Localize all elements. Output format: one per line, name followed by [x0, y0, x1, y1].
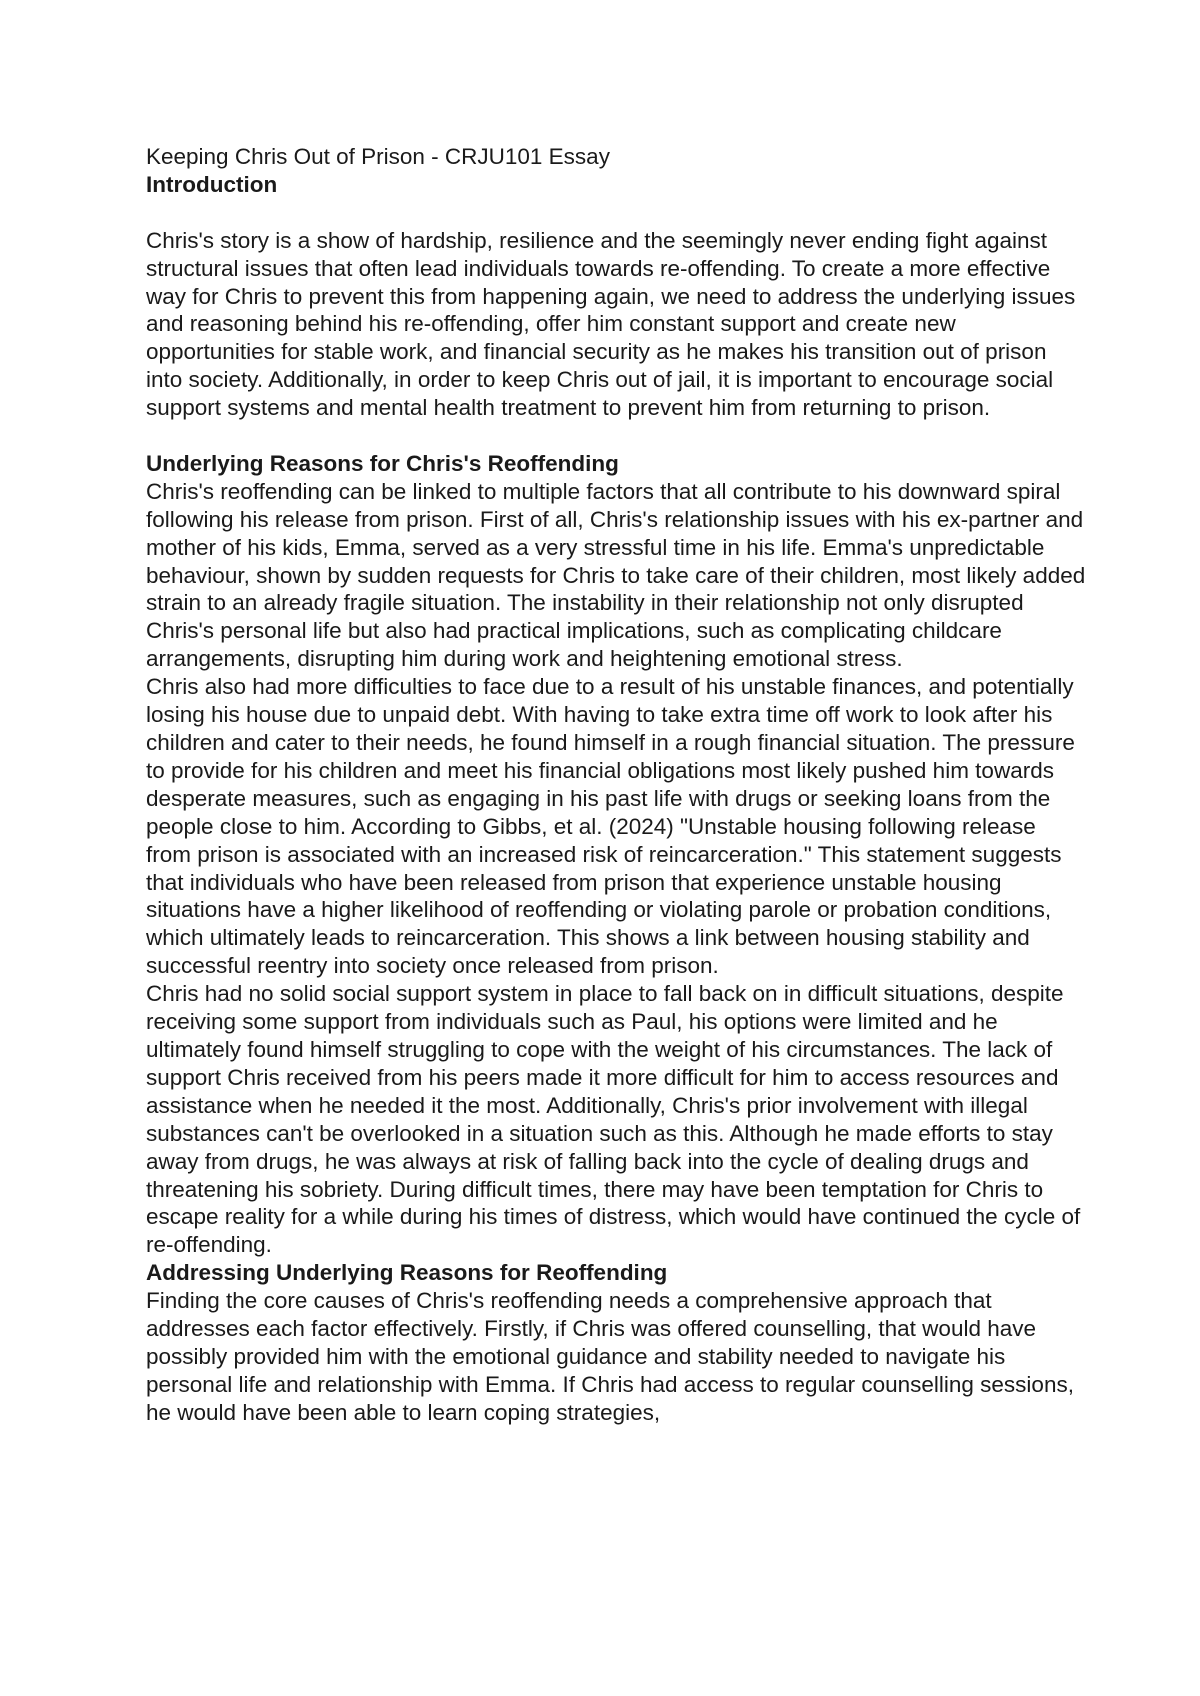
introduction-paragraph: Chris's story is a show of hardship, resilience and the seemingly never ending fight against structural issues that often lead individuals towards re-offending. To create a more effective way for Chris to prevent this from happening again, we need to address the underlying issues and reasoning behind his re-offending, offer him constant support and create new opportunities for stable work, and financial security as he makes his transition out of prison into society. Additionally, in order to keep Chris out of jail, it is important to encourage social support systems and mental health treatment to prevent him from returning to prison. [146, 227, 1076, 421]
section-heading-addressing-reasons: Addressing Underlying Reasons for Reoffending [146, 1260, 668, 1286]
underlying-reasons-paragraph-1: Chris's reoffending can be linked to multiple factors that all contribute to his downward spiral following his release from prison. First of all, Chris's relationship issues with his ex-partner and mother of his kids, Emma, served as a very stressful time in his life. Emma's unpredictable behaviour, shown by sudden requests for Chris to take care of their children, most likely added strain to an already fragile situation. The instability in their relationship not only disrupted Chris's personal life but also had practical implications, such as complicating childcare arrangements, disrupting him during work and heightening emotional stress. [146, 478, 1086, 672]
section-heading-underlying-reasons: Underlying Reasons for Chris's Reoffending [146, 450, 619, 476]
addressing-reasons-paragraph-1: Finding the core causes of Chris's reoffending needs a comprehensive approach that addresses each factor effectively. Firstly, if Chris was offered counselling, that would have possibly provided him with the emotional guidance and stability needed to navigate his personal life and relationship with Emma. If Chris had access to regular counselling sessions, he would have been able to learn coping strategies, [146, 1288, 1074, 1425]
essay-page [146, 143, 1086, 1427]
document-title: Keeping Chris Out of Prison - CRJU101 Essay [146, 144, 610, 169]
blank-line [146, 422, 1086, 450]
underlying-reasons-paragraph-2: Chris also had more difficulties to face due to a result of his unstable finances, and potentially losing his house due to unpaid debt. With having to take extra time off work to look after his children and cater to their needs, he found himself in a rough financial situation. The pressure to provide for his children and meet his financial obligations most likely pushed him towards desperate measures, such as engaging in his past life with drugs or seeking loans from the people close to him. According to Gibbs, et al. (2024) "Unstable housing following release from prison is associated with an increased risk of reincarceration." This statement suggests that individuals who have been released from prison that experience unstable housing situations have a higher likelihood of reoffending or violating parole or probation conditions, which ultimately leads to reincarceration. This shows a link between housing stability and successful reentry into society once released from prison. [146, 674, 1075, 979]
blank-line [146, 199, 1086, 227]
section-heading-introduction: Introduction [146, 171, 278, 197]
underlying-reasons-paragraph-3: Chris had no solid social support system in place to fall back on in difficult situations, despite receiving some support from individuals such as Paul, his options were limited and he ultimately found himself struggling to cope with the weight of his circumstances. The lack of support Chris received from his peers made it more difficult for him to access resources and assistance when he needed it the most. Additionally, Chris's prior involvement with illegal substances can't be overlooked in a situation such as this. Although he made efforts to stay away from drugs, he was always at risk of falling back into the cycle of dealing drugs and threatening his sobriety. During difficult times, there may have been temptation for Chris to escape reality for a while during his times of distress, which would have continued the cycle of re-offending. [146, 981, 1081, 1258]
